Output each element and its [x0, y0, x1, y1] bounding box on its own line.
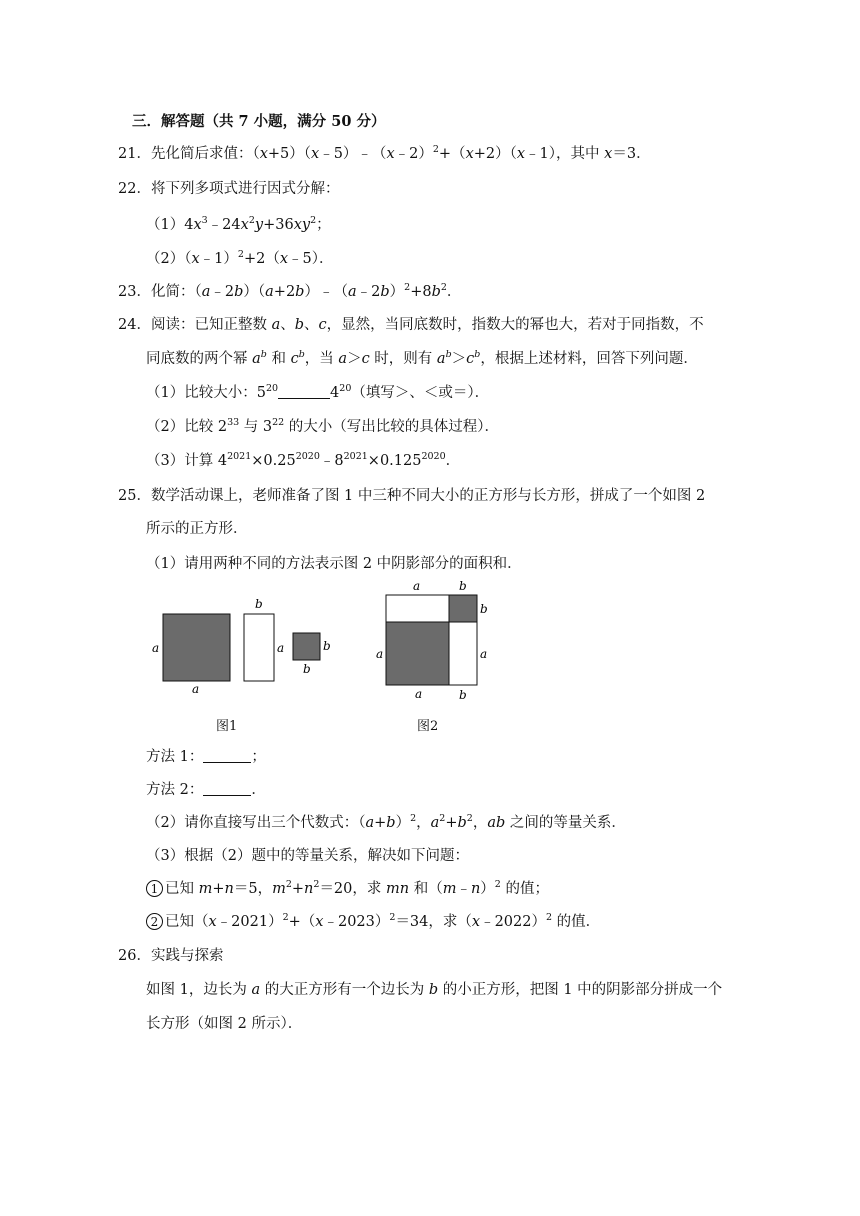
q22-stem: 将下列多项式进行因式分解：	[150, 181, 340, 197]
small-square-b	[449, 595, 477, 622]
small-square-b	[293, 633, 320, 660]
question-22	[118, 179, 339, 199]
q25-number: 25．	[118, 488, 151, 504]
q25-part-2: （2）请你直接写出三个代数式：$(a+b)^2$，$a^2+b^2$，ab 之间的等量关系．	[146, 813, 626, 831]
large-square-a	[163, 614, 230, 681]
q24-part-1: （1）比较大小：$5^{20}$ $4^{20}$（填写＞、＜或＝）．	[146, 383, 490, 401]
fig1-label-b-right: b	[323, 639, 331, 653]
fig2-label-a-top: a	[413, 579, 421, 593]
q24-part-2: （2）比较 $2^{33}$ 与 $3^{22}$ 的大小（写出比较的具体过程）．	[146, 417, 500, 435]
top-rectangle	[386, 595, 449, 622]
q24-number: 24．	[118, 317, 151, 333]
figure-2-caption: 图2	[417, 719, 439, 734]
q26-line2: 长方形（如图 2 所示）．	[146, 1016, 303, 1032]
fig1-label-a-right: a	[277, 641, 285, 655]
fig1-label-a-bottom: a	[192, 682, 200, 696]
q24-line2: 同底数的两个幂 $a^b$ 和 $c^b$，当 a＞c 时，则有 $a^b>c^b$，根据上述材料，回答下列问题．	[146, 349, 698, 367]
answer-blank[interactable]	[278, 384, 330, 399]
question-25	[118, 486, 705, 506]
fig2-label-b-right: b	[480, 602, 488, 616]
q25-sub-2: 2 已知（x﹣2021）$^2$+（x﹣2023）$^2$＝34，求（x﹣2022）$^2$ 的值．	[146, 912, 600, 932]
figure-1	[140, 585, 340, 705]
large-square-a	[386, 622, 449, 685]
circled-number-2: 2	[146, 913, 163, 930]
fig2-label-a-right: a	[480, 647, 488, 661]
fig1-label-b-bottom: b	[303, 662, 311, 676]
q25-line2: 所示的正方形．	[146, 521, 248, 537]
q25-sub-1: 1 已知 m+n＝5，$m^2+n^2=20$，求 mn 和（m﹣n）$^2$ 的值；	[146, 879, 549, 899]
question-21	[118, 144, 651, 164]
q23-number: 23．	[118, 284, 151, 300]
circled-number-1: 1	[146, 880, 163, 897]
q24-part-3: （3）计算 $4^{2021}\times 0.25^{2020}﹣8^{2021}\times 0.125^{2020}$．	[146, 451, 461, 469]
q26-title: 实践与探索	[150, 948, 224, 964]
q25-part-3: （3）根据（2）题中的等量关系，解决如下问题：	[146, 848, 469, 864]
q25-part-1: （1）请用两种不同的方法表示图 2 中阴影部分的面积和．	[146, 556, 522, 572]
q23-text: 化简：$(a﹣2b)(a+2b)﹣(a﹣2b)^2+8b^2$．	[150, 282, 462, 300]
fig2-label-a-left: a	[376, 647, 384, 661]
q25-line1: 数学活动课上，老师准备了图 1 中三种不同大小的正方形与长方形，拼成了一个如图 2	[150, 488, 706, 504]
fig2-label-a-bottom: a	[415, 687, 423, 701]
method-1-blank[interactable]	[203, 748, 251, 763]
fig2-label-b-top: b	[459, 579, 467, 593]
figure-2	[365, 578, 505, 708]
question-23	[118, 282, 461, 302]
q26-line1: 如图 1，边长为 a 的大正方形有一个边长为 b 的小正方形，把图 1 中的阴影部分拼成一个	[146, 982, 723, 998]
q21-number: 21．	[118, 146, 151, 162]
rectangle-ab	[244, 614, 274, 681]
q21-text: 先化简后求值：（x+5）（x﹣5）﹣（x﹣2）$^2$+（x+2）（x﹣1），其中 x＝3．	[150, 144, 651, 162]
q22-part-1: $(1)4x^3﹣24x^2y+36xy^2$；	[146, 215, 331, 233]
method-2-label: 方法 2：	[146, 782, 204, 798]
method-2: 方法 2： ．	[146, 782, 266, 798]
figure-1-caption: 图1	[216, 719, 238, 734]
q22-part-2: （2）（x﹣1）$^2$+2（x﹣5）．	[146, 249, 334, 267]
method-1: 方法 1： ；	[146, 749, 266, 765]
fig1-label-b-top: b	[255, 597, 263, 611]
q26-number: 26．	[118, 948, 151, 964]
right-rectangle	[449, 622, 477, 685]
section-title: 三．解答题（共 7 小题，满分 50 分）	[132, 113, 386, 130]
method-1-label: 方法 1：	[146, 749, 204, 765]
method-2-blank[interactable]	[203, 781, 251, 796]
question-26	[118, 946, 223, 966]
q24-line1: 阅读：已知正整数 a、b、c，显然，当同底数时，指数大的幂也大，若对于同指数，不	[150, 317, 704, 333]
fig1-label-a-left: a	[152, 641, 160, 655]
question-24	[118, 315, 704, 335]
q22-number: 22．	[118, 181, 151, 197]
fig2-label-b-bottom: b	[459, 688, 467, 702]
